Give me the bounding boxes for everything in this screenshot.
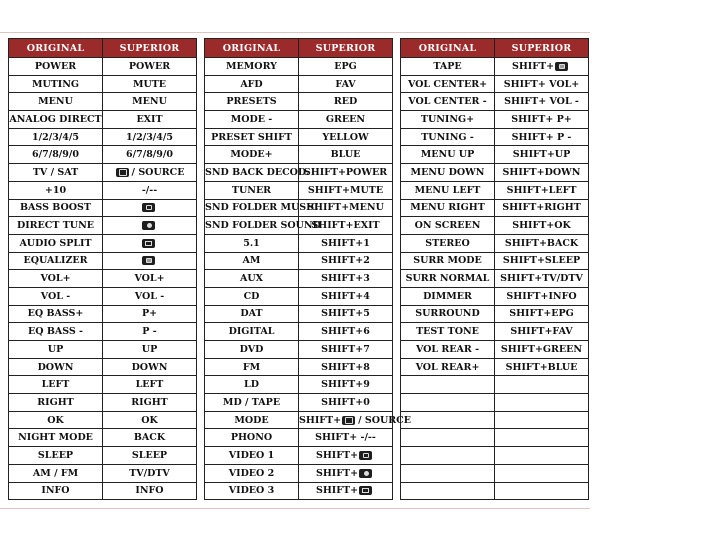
original-key-cell: AUX (205, 270, 299, 288)
superior-key-cell: SHIFT+ P+ (495, 111, 589, 129)
table-row (401, 376, 589, 394)
table-row (205, 199, 393, 217)
superior-key-cell: SHIFT+POWER (299, 164, 393, 182)
superior-key-cell: SHIFT+9 (299, 376, 393, 394)
top-rule (0, 32, 590, 33)
table-row (9, 181, 197, 199)
superior-key-cell (495, 394, 589, 412)
original-key-cell (401, 464, 495, 482)
original-key-cell (401, 447, 495, 465)
original-key-cell: MUTING (9, 75, 103, 93)
table-row (9, 75, 197, 93)
superior-key-cell: P+ (103, 305, 197, 323)
superior-key-cell (103, 199, 197, 217)
table-row (9, 482, 197, 500)
table-header-row (401, 39, 589, 58)
superior-key-cell (299, 411, 411, 429)
table-row (401, 287, 589, 305)
table-row (205, 164, 393, 182)
table-row (401, 164, 589, 182)
bottom-rule (0, 508, 590, 509)
table-row (9, 287, 197, 305)
table-row (401, 411, 589, 429)
table-row (9, 358, 197, 376)
table-row (401, 93, 589, 111)
column-header-superior: SUPERIOR (103, 39, 197, 58)
superior-key-prefix: SHIFT+ (511, 60, 555, 72)
superior-key-suffix: / SOURCE (358, 414, 411, 426)
superior-key-cell: INFO (103, 482, 197, 500)
table-row (401, 358, 589, 376)
column-header-superior: SUPERIOR (495, 39, 589, 58)
table-row (205, 482, 393, 500)
superior-key-cell: SHIFT+BLUE (495, 358, 589, 376)
table-row (401, 234, 589, 252)
superior-key-cell: SHIFT+INFO (495, 287, 589, 305)
table-row (205, 234, 393, 252)
original-key-cell: TEST TONE (401, 323, 495, 341)
original-key-cell: SND BACK DECOD. (205, 164, 299, 182)
original-key-cell: SURR NORMAL (401, 270, 495, 288)
table-row (401, 217, 589, 235)
grey-button-icon (142, 256, 155, 265)
superior-key-cell: SHIFT+0 (299, 394, 393, 412)
table-row (401, 341, 589, 359)
superior-key-cell: RED (299, 93, 393, 111)
table-header-row (205, 39, 393, 58)
original-key-cell: AUDIO SPLIT (9, 234, 103, 252)
original-key-cell: FM (205, 358, 299, 376)
table-row (401, 111, 589, 129)
original-key-cell: TUNING+ (401, 111, 495, 129)
original-key-cell: EQUALIZER (9, 252, 103, 270)
superior-key-cell: SHIFT+3 (299, 270, 393, 288)
table-row (9, 128, 197, 146)
original-key-cell (401, 429, 495, 447)
superior-key-cell: SHIFT+RIGHT (495, 199, 589, 217)
table-row (401, 394, 589, 412)
column-header-superior: SUPERIOR (299, 39, 393, 58)
original-key-cell: TAPE (401, 58, 495, 76)
superior-key-cell: POWER (103, 58, 197, 76)
superior-key-cell (495, 376, 589, 394)
table-row (205, 411, 393, 429)
source-button-icon (116, 168, 129, 177)
arrow-button-icon (142, 239, 155, 248)
superior-key-cell (103, 164, 197, 182)
superior-key-cell: SHIFT+GREEN (495, 341, 589, 359)
table-row (401, 270, 589, 288)
original-key-cell: 6/7/8/9/0 (9, 146, 103, 164)
superior-key-cell: SHIFT+BACK (495, 234, 589, 252)
original-key-cell: SND FOLDER SOUND (205, 217, 299, 235)
superior-key-cell: SHIFT+MUTE (299, 181, 393, 199)
original-key-cell: SND FOLDER MUSIC (205, 199, 299, 217)
table-row (205, 128, 393, 146)
table-row (205, 270, 393, 288)
original-key-cell: AFD (205, 75, 299, 93)
superior-key-cell: P - (103, 323, 197, 341)
superior-key-cell: SHIFT+ -/-- (299, 429, 393, 447)
original-key-cell (401, 376, 495, 394)
table-row (9, 252, 197, 270)
table-row (401, 146, 589, 164)
superior-key-cell: SHIFT+2 (299, 252, 393, 270)
table-row (205, 287, 393, 305)
superior-key-cell: SHIFT+LEFT (495, 181, 589, 199)
superior-key-cell (299, 464, 393, 482)
table-row (205, 376, 393, 394)
superior-key-cell: BACK (103, 429, 197, 447)
original-key-cell: MD / TAPE (205, 394, 299, 412)
superior-key-cell: VOL - (103, 287, 197, 305)
original-key-cell: EQ BASS - (9, 323, 103, 341)
original-key-cell: INFO (9, 482, 103, 500)
dot-button-icon (142, 221, 155, 230)
original-key-cell (401, 394, 495, 412)
table-row (401, 181, 589, 199)
table-row (205, 429, 393, 447)
table-row (205, 181, 393, 199)
table-row (205, 217, 393, 235)
original-key-cell: SLEEP (9, 447, 103, 465)
table-row (401, 75, 589, 93)
table-row (401, 128, 589, 146)
table-header-row (9, 39, 197, 58)
table-row (205, 341, 393, 359)
superior-key-cell: SHIFT+7 (299, 341, 393, 359)
table-row (9, 323, 197, 341)
superior-key-cell: SHIFT+OK (495, 217, 589, 235)
original-key-cell: MENU (9, 93, 103, 111)
original-key-cell: PRESET SHIFT (205, 128, 299, 146)
column-header-original: ORIGINAL (9, 39, 103, 58)
original-key-cell: CD (205, 287, 299, 305)
original-key-cell: POWER (9, 58, 103, 76)
original-key-cell: ANALOG DIRECT (9, 111, 103, 129)
original-key-cell: AM (205, 252, 299, 270)
table-row (9, 447, 197, 465)
original-key-cell: VIDEO 1 (205, 447, 299, 465)
superior-key-cell (103, 217, 197, 235)
table-row (9, 217, 197, 235)
table-row (401, 252, 589, 270)
table-row (205, 58, 393, 76)
superior-key-suffix: / SOURCE (131, 166, 185, 178)
table-row (9, 394, 197, 412)
table-row (205, 447, 393, 465)
mapping-table-1 (8, 38, 197, 500)
mapping-table-2 (204, 38, 411, 500)
table-row (9, 146, 197, 164)
superior-key-prefix: SHIFT+ (315, 449, 359, 461)
superior-key-cell (495, 447, 589, 465)
table-row (205, 93, 393, 111)
superior-key-cell (495, 58, 589, 76)
original-key-cell (401, 482, 495, 500)
original-key-cell: VIDEO 3 (205, 482, 299, 500)
table-row (9, 111, 197, 129)
dot-button-icon (359, 469, 372, 478)
table-row (401, 58, 589, 76)
original-key-cell: TUNING - (401, 128, 495, 146)
superior-key-cell (103, 234, 197, 252)
table-row (401, 323, 589, 341)
superior-key-cell: BLUE (299, 146, 393, 164)
original-key-cell: MENU DOWN (401, 164, 495, 182)
original-key-cell: OK (9, 411, 103, 429)
superior-key-cell: SHIFT+EXIT (299, 217, 393, 235)
table-row (205, 323, 393, 341)
superior-key-cell: EXIT (103, 111, 197, 129)
superior-key-cell (495, 482, 589, 500)
superior-key-prefix: SHIFT+ (299, 414, 342, 426)
original-key-cell: DIGITAL (205, 323, 299, 341)
table-row (205, 464, 393, 482)
original-key-cell: VOL REAR+ (401, 358, 495, 376)
superior-key-cell: MUTE (103, 75, 197, 93)
original-key-cell: NIGHT MODE (9, 429, 103, 447)
original-key-cell: DVD (205, 341, 299, 359)
table-row (9, 341, 197, 359)
original-key-cell: VIDEO 2 (205, 464, 299, 482)
superior-key-cell: SHIFT+ VOL - (495, 93, 589, 111)
table-row (205, 305, 393, 323)
table-row (9, 270, 197, 288)
superior-key-cell: 1/2/3/4/5 (103, 128, 197, 146)
superior-key-cell: RIGHT (103, 394, 197, 412)
table-row (9, 464, 197, 482)
original-key-cell: TV / SAT (9, 164, 103, 182)
column-header-original: ORIGINAL (205, 39, 299, 58)
superior-key-cell: SHIFT+UP (495, 146, 589, 164)
superior-key-cell: VOL+ (103, 270, 197, 288)
original-key-cell: VOL CENTER - (401, 93, 495, 111)
superior-key-cell: SHIFT+DOWN (495, 164, 589, 182)
table-row (205, 358, 393, 376)
table-row (401, 447, 589, 465)
superior-key-cell: SHIFT+ VOL+ (495, 75, 589, 93)
table-row (9, 58, 197, 76)
original-key-cell: +10 (9, 181, 103, 199)
original-key-cell: MODE+ (205, 146, 299, 164)
original-key-cell: SURR MODE (401, 252, 495, 270)
original-key-cell: STEREO (401, 234, 495, 252)
square-button-icon (359, 451, 372, 460)
superior-key-cell: -/-- (103, 181, 197, 199)
original-key-cell: VOL - (9, 287, 103, 305)
table-row (9, 93, 197, 111)
superior-key-cell: SHIFT+6 (299, 323, 393, 341)
original-key-cell: TUNER (205, 181, 299, 199)
original-key-cell: 1/2/3/4/5 (9, 128, 103, 146)
original-key-cell (401, 411, 495, 429)
original-key-cell: UP (9, 341, 103, 359)
original-key-cell: LD (205, 376, 299, 394)
table-row (205, 111, 393, 129)
original-key-cell: MENU UP (401, 146, 495, 164)
superior-key-cell: SHIFT+SLEEP (495, 252, 589, 270)
original-key-cell: DIRECT TUNE (9, 217, 103, 235)
original-key-cell: RIGHT (9, 394, 103, 412)
original-key-cell: AM / FM (9, 464, 103, 482)
superior-key-cell (103, 252, 197, 270)
table-row (9, 376, 197, 394)
superior-key-cell: SLEEP (103, 447, 197, 465)
superior-key-cell: LEFT (103, 376, 197, 394)
original-key-cell: MEMORY (205, 58, 299, 76)
superior-key-cell (495, 429, 589, 447)
original-key-cell: MENU LEFT (401, 181, 495, 199)
original-key-cell: VOL CENTER+ (401, 75, 495, 93)
grey-button-icon (555, 62, 568, 71)
superior-key-cell: OK (103, 411, 197, 429)
original-key-cell: MODE - (205, 111, 299, 129)
table-row (9, 234, 197, 252)
superior-key-cell: SHIFT+5 (299, 305, 393, 323)
superior-key-cell (495, 411, 589, 429)
original-key-cell: EQ BASS+ (9, 305, 103, 323)
mapping-table-3 (400, 38, 589, 500)
table-row (401, 305, 589, 323)
superior-key-cell: SHIFT+ P - (495, 128, 589, 146)
table-row (205, 146, 393, 164)
source-button-icon (342, 416, 355, 425)
table-row (401, 482, 589, 500)
superior-key-cell: SHIFT+MENU (299, 199, 393, 217)
superior-key-cell: SHIFT+1 (299, 234, 393, 252)
original-key-cell: BASS BOOST (9, 199, 103, 217)
table-row (401, 429, 589, 447)
table-row (401, 199, 589, 217)
original-key-cell: ON SCREEN (401, 217, 495, 235)
table-row (9, 199, 197, 217)
table-row (9, 411, 197, 429)
square-button-icon (142, 203, 155, 212)
superior-key-cell (299, 447, 393, 465)
original-key-cell: DIMMER (401, 287, 495, 305)
superior-key-cell: SHIFT+8 (299, 358, 393, 376)
superior-key-cell: EPG (299, 58, 393, 76)
superior-key-cell: SHIFT+EPG (495, 305, 589, 323)
original-key-cell: 5.1 (205, 234, 299, 252)
original-key-cell: SURROUND (401, 305, 495, 323)
table-row (9, 164, 197, 182)
table-row (9, 429, 197, 447)
table-row (205, 75, 393, 93)
original-key-cell: VOL+ (9, 270, 103, 288)
table-row (9, 305, 197, 323)
original-key-cell: PRESETS (205, 93, 299, 111)
original-key-cell: MENU RIGHT (401, 199, 495, 217)
superior-key-cell: SHIFT+4 (299, 287, 393, 305)
original-key-cell: DAT (205, 305, 299, 323)
original-key-cell: MODE (205, 411, 299, 429)
superior-key-cell: DOWN (103, 358, 197, 376)
superior-key-cell: UP (103, 341, 197, 359)
original-key-cell: LEFT (9, 376, 103, 394)
superior-key-cell (495, 464, 589, 482)
superior-key-cell (299, 482, 393, 500)
superior-key-cell: SHIFT+FAV (495, 323, 589, 341)
superior-key-prefix: SHIFT+ (315, 467, 359, 479)
original-key-cell: VOL REAR - (401, 341, 495, 359)
original-key-cell: PHONO (205, 429, 299, 447)
superior-key-cell: SHIFT+TV/DTV (495, 270, 589, 288)
superior-key-cell: FAV (299, 75, 393, 93)
superior-key-cell: TV/DTV (103, 464, 197, 482)
original-key-cell: DOWN (9, 358, 103, 376)
superior-key-cell: GREEN (299, 111, 393, 129)
superior-key-cell: 6/7/8/9/0 (103, 146, 197, 164)
table-row (205, 394, 393, 412)
superior-key-prefix: SHIFT+ (315, 485, 359, 497)
superior-key-cell: YELLOW (299, 128, 393, 146)
table-row (401, 464, 589, 482)
table-row (205, 252, 393, 270)
column-header-original: ORIGINAL (401, 39, 495, 58)
superior-key-cell: MENU (103, 93, 197, 111)
arrow-button-icon (359, 486, 372, 495)
